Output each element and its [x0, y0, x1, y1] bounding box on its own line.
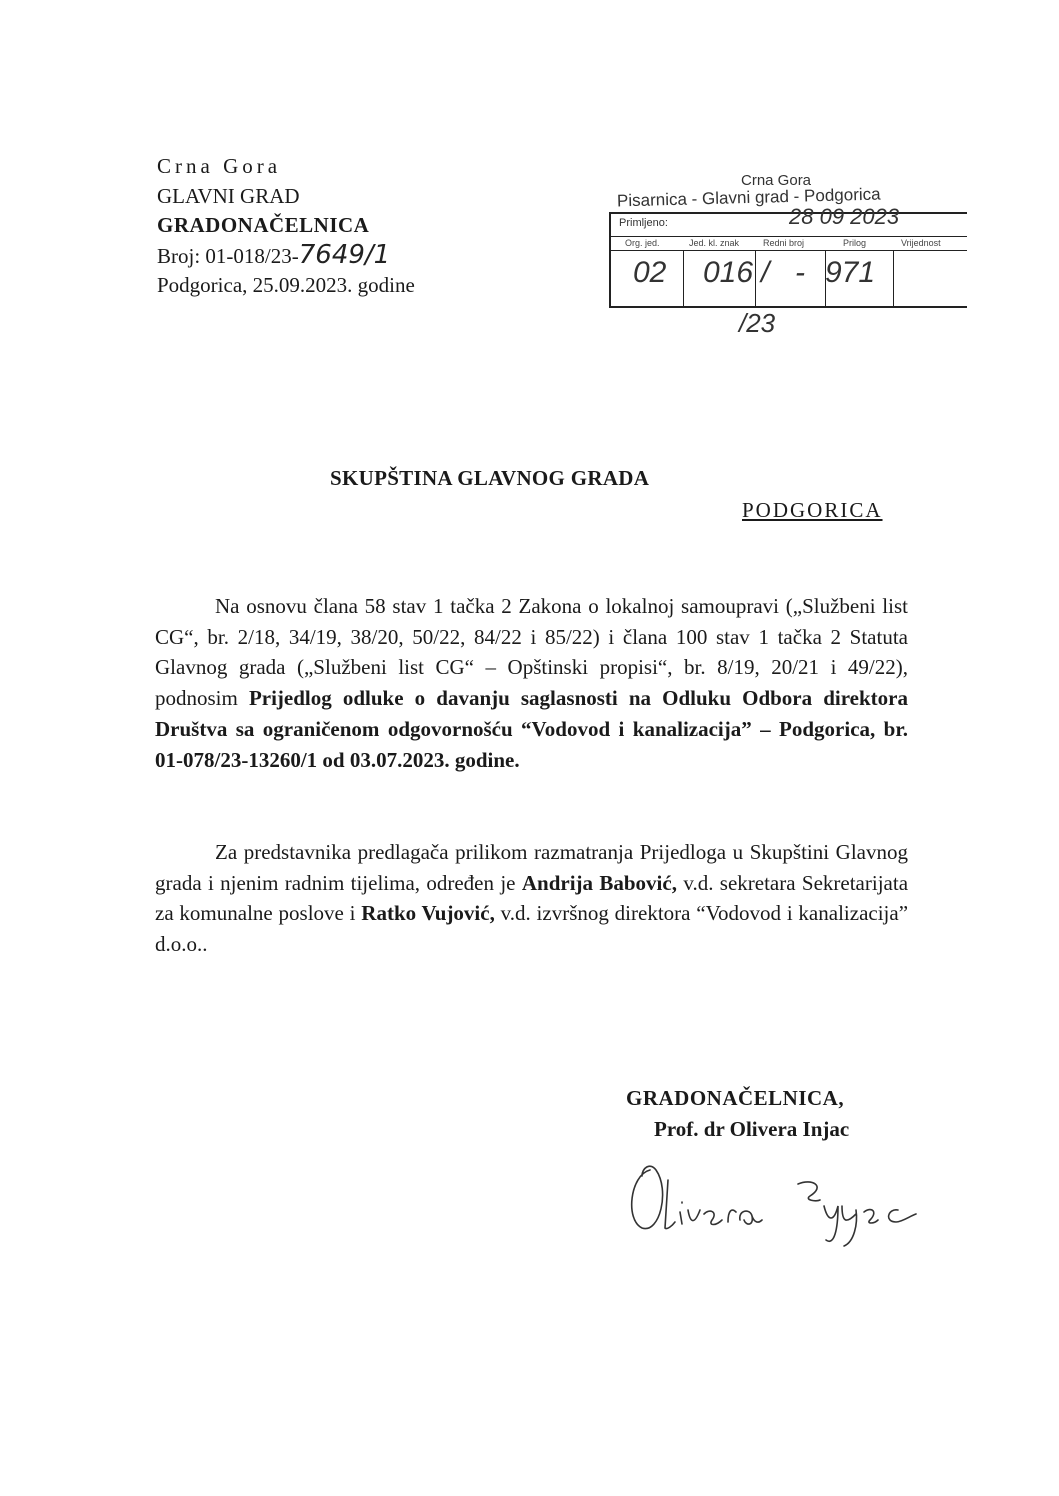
sender-header — [157, 152, 415, 301]
stamp-value-dash: - — [795, 256, 805, 289]
stamp-registry-name: Pisarnica - Glavni grad - Podgorica — [616, 184, 881, 211]
signature-title: GRADONAČELNICA, — [626, 1086, 845, 1110]
country-line: Crna Gora — [157, 154, 282, 178]
city-line: GLAVNI GRAD — [157, 183, 300, 208]
stamp-col-class: Jed. kl. znak — [689, 238, 740, 248]
paragraph-1-text: Na osnovu člana 58 stav 1 tačka 2 Zakona o lokalnoj samoupravi („Službeni list CG“, br. 2/18, 34/19, 38/20, 50/22, 84/22 i 85/22) i člana 100 stav 1 tačka 2 Statuta Glavnog grada („Službeni list CG“ – Opštinski propisi“, br. 8/19, 20/21 i 49/22), podnosim — [155, 594, 908, 711]
stamp-grid-line — [611, 236, 967, 237]
handwritten-signature — [620, 1150, 930, 1250]
stamp-country: Crna Gora — [741, 172, 812, 189]
paragraph-2-text-b: v.d. sekretara Sekretarijata za komunalne poslove i — [155, 870, 909, 926]
stamp-col-org: Org. jed. — [625, 238, 660, 248]
stamp-grid-line — [611, 250, 967, 251]
stamp-value-class: 016 — [703, 256, 754, 289]
paragraph-2-text-a: Za predstavnika predlagača prilikom razmatranja Prijedloga u Skupštini Glavnog grada i njenim radnim tijelima, određen je — [155, 840, 908, 895]
signature-strokes — [632, 1166, 916, 1246]
stamp-received-date: 28 09 2023 — [789, 204, 900, 229]
document-number — [157, 241, 415, 272]
body-paragraph-2 — [155, 837, 908, 960]
signatory-name: Prof. dr Olivera Injac — [654, 1117, 850, 1141]
body-paragraph-1 — [155, 591, 908, 775]
stamp-col-attachment: Prilog — [843, 238, 867, 248]
stamp-col-number: Redni broj — [763, 238, 805, 248]
registry-stamp — [603, 168, 975, 343]
stamp-grid-divider — [683, 250, 684, 306]
stamp-value-number: 971 — [825, 256, 876, 289]
stamp-grid — [609, 204, 967, 308]
addressee-city: PODGORICA — [742, 498, 883, 522]
representative-2-name: Ratko Vujović, — [361, 901, 495, 926]
paragraph-2-text-c: v.d. izvršnog direktora “Vodovod i kanalizacija” d.o.o.. — [155, 901, 909, 957]
document-number-handwritten: 7649/1 — [298, 239, 391, 270]
stamp-grid-divider — [893, 250, 894, 306]
date-line: Podgorica, 25.09.2023. godine — [157, 273, 415, 297]
stamp-year-suffix: /23 — [739, 308, 776, 338]
office-line: GRADONAČELNICA — [157, 213, 370, 237]
addressee-name: SKUPŠTINA GLAVNOG GRADA — [330, 466, 650, 490]
stamp-value-slash: / — [761, 256, 770, 289]
stamp-value-org: 02 — [633, 256, 667, 289]
proposal-title: Prijedlog odluke o davanju saglasnosti na Odluku Odbora direktora Društva sa ograničenom odgovornošću “Vodovod i kanalizacija” – Podgorica, br. 01-078/23-13260/1 od 03.07.2023. godine. — [155, 686, 908, 772]
representative-1-name: Andrija Babović, — [521, 870, 677, 895]
stamp-received-label: Primljeno: — [619, 217, 668, 229]
stamp-grid-divider — [755, 250, 756, 306]
document-number-prefix: Broj: 01-018/23- — [157, 243, 299, 268]
stamp-col-value: Vrijednost — [901, 238, 941, 248]
